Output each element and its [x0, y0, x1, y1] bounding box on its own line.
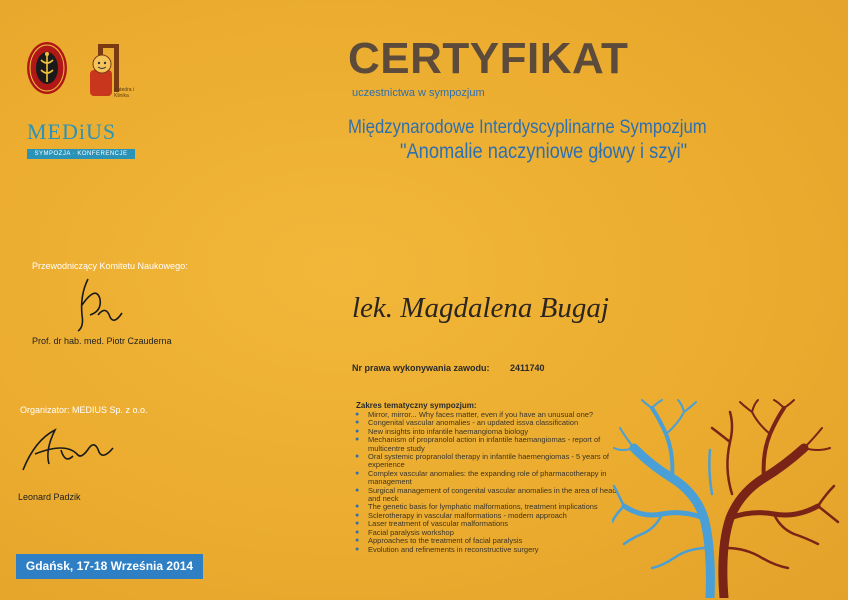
list-item: ● The genetic basis for lymphatic malformations, treatment implications	[354, 503, 624, 511]
certificate-subtitle: uczestnictwa w sympozjum	[352, 87, 485, 99]
organizer-label: Organizator: MEDIUS Sp. z o.o.	[20, 405, 148, 415]
symposium-name: Międzynarodowe Interdyscyplinarne Sympozjum	[348, 117, 707, 138]
list-item: ● New insights into infantile haemangioma biology	[354, 428, 624, 436]
list-item: ● Evolution and refinements in reconstructive surgery	[354, 546, 624, 554]
department-caption: Katedra i Klinika	[114, 87, 135, 99]
topics-heading: Zakres tematyczny sympozjum:	[356, 401, 477, 410]
list-item: ● Complex vascular anomalies: the expanding role of pharmacotherapy in management	[354, 470, 624, 487]
certificate-title: CERTYFIKAT	[348, 34, 629, 83]
topics-list	[354, 411, 624, 554]
vascular-tree-illustration	[612, 398, 848, 598]
recipient-name: lek. Magdalena Bugaj	[352, 292, 609, 324]
list-item: ● Mechanism of propranolol action in infantile haemangiomas - report of multicentre study	[354, 436, 624, 453]
organizer-signature	[15, 420, 125, 475]
place-date-badge: Gdańsk, 17-18 Września 2014	[16, 554, 203, 579]
license-number: 2411740	[510, 363, 545, 373]
chair-signature	[70, 275, 130, 333]
medius-tagline: SYMPOZJA · KONFERENCJE	[27, 149, 135, 159]
university-seal-logo	[25, 40, 69, 96]
list-item: ● Congenital vascular anomalies - an updated issva classification	[354, 419, 624, 427]
medius-logo: MEDiUS	[27, 119, 117, 144]
list-item: ● Sclerotherapy in vascular malformations - modern approach	[354, 512, 624, 520]
symposium-topic: "Anomalie naczyniowe głowy i szyi"	[400, 140, 688, 163]
list-item: ● Facial paralysis workshop	[354, 529, 624, 537]
list-item: ● Oral systemic propranolol therapy in infantile haemengiomas - 5 years of experience	[354, 453, 624, 470]
list-item: ● Laser treatment of vascular malformations	[354, 520, 624, 528]
list-item: ● Approaches to the treatment of facial paralysis	[354, 537, 624, 545]
chair-label: Przewodniczący Komitetu Naukowego:	[32, 261, 188, 271]
list-item: ● Mirror, mirror... Why faces matter, even if you have an unusual one?	[354, 411, 624, 419]
chair-name: Prof. dr hab. med. Piotr Czauderna	[32, 336, 172, 346]
list-item: ● Surgical management of congenital vascular anomalies in the area of head and neck	[354, 487, 624, 504]
license-label: Nr prawa wykonywania zawodu:	[352, 363, 490, 373]
organizer-name: Leonard Padzik	[18, 492, 81, 502]
